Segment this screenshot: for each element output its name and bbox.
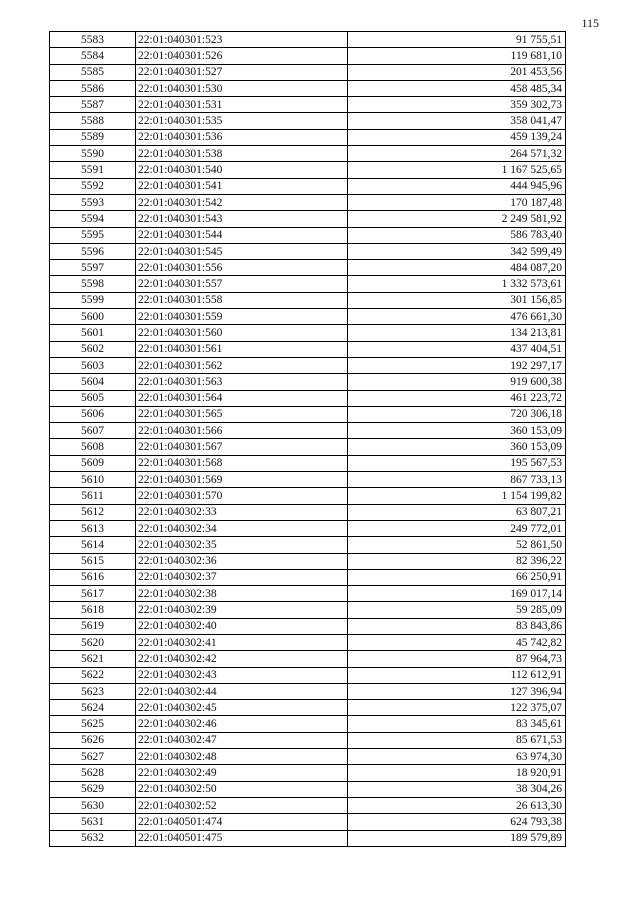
- cadastral-number-cell: 22:01:040301:526: [136, 48, 348, 64]
- cadastral-value-cell: 461 223,72: [348, 390, 566, 406]
- row-number-cell: 5611: [50, 488, 136, 504]
- cadastral-value-cell: 85 671,53: [348, 732, 566, 748]
- table-row: [50, 553, 566, 569]
- table-row: [50, 48, 566, 64]
- row-number-cell: 5604: [50, 374, 136, 390]
- table-row: [50, 64, 566, 80]
- table-row: [50, 488, 566, 504]
- cadastral-number-cell: 22:01:040302:44: [136, 683, 348, 699]
- cadastral-value-cell: 189 579,89: [348, 830, 566, 846]
- cadastral-value-cell: 83 843,86: [348, 618, 566, 634]
- table-row: [50, 194, 566, 210]
- row-number-cell: 5597: [50, 260, 136, 276]
- cadastral-number-cell: 22:01:040501:474: [136, 814, 348, 830]
- row-number-cell: 5615: [50, 553, 136, 569]
- row-number-cell: 5609: [50, 455, 136, 471]
- cadastral-value-cell: 87 964,73: [348, 651, 566, 667]
- cadastral-value-cell: 2 249 581,92: [348, 211, 566, 227]
- cadastral-number-cell: 22:01:040301:564: [136, 390, 348, 406]
- row-number-cell: 5596: [50, 243, 136, 259]
- cadastral-number-cell: 22:01:040302:43: [136, 667, 348, 683]
- row-number-cell: 5614: [50, 537, 136, 553]
- cadastral-number-cell: 22:01:040301:570: [136, 488, 348, 504]
- row-number-cell: 5627: [50, 749, 136, 765]
- cadastral-value-cell: 59 285,09: [348, 602, 566, 618]
- cadastral-value-cell: 437 404,51: [348, 341, 566, 357]
- cadastral-value-cell: 169 017,14: [348, 586, 566, 602]
- cadastral-value-cell: 91 755,51: [348, 32, 566, 48]
- table-row: [50, 781, 566, 797]
- row-number-cell: 5613: [50, 520, 136, 536]
- table-body: [50, 32, 566, 847]
- cadastral-number-cell: 22:01:040302:33: [136, 504, 348, 520]
- cadastral-number-cell: 22:01:040301:535: [136, 113, 348, 129]
- cadastral-value-cell: 720 306,18: [348, 406, 566, 422]
- cadastral-value-cell: 249 772,01: [348, 520, 566, 536]
- row-number-cell: 5591: [50, 162, 136, 178]
- row-number-cell: 5583: [50, 32, 136, 48]
- cadastral-number-cell: 22:01:040301:561: [136, 341, 348, 357]
- cadastral-number-cell: 22:01:040301:566: [136, 423, 348, 439]
- cadastral-value-table: [49, 31, 566, 847]
- row-number-cell: 5590: [50, 146, 136, 162]
- cadastral-value-cell: 1 154 199,82: [348, 488, 566, 504]
- cadastral-value-cell: 63 807,21: [348, 504, 566, 520]
- cadastral-value-cell: 264 571,32: [348, 146, 566, 162]
- table-row: [50, 700, 566, 716]
- table-row: [50, 439, 566, 455]
- cadastral-value-cell: 359 302,73: [348, 97, 566, 113]
- cadastral-number-cell: 22:01:040301:565: [136, 406, 348, 422]
- cadastral-value-cell: 195 567,53: [348, 455, 566, 471]
- row-number-cell: 5587: [50, 97, 136, 113]
- cadastral-number-cell: 22:01:040301:558: [136, 292, 348, 308]
- table-row: [50, 537, 566, 553]
- table-row: [50, 227, 566, 243]
- table-row: [50, 732, 566, 748]
- cadastral-value-cell: 18 920,91: [348, 765, 566, 781]
- cadastral-value-cell: 134 213,81: [348, 325, 566, 341]
- row-number-cell: 5600: [50, 309, 136, 325]
- table-row: [50, 520, 566, 536]
- table-row: [50, 618, 566, 634]
- cadastral-value-cell: 586 783,40: [348, 227, 566, 243]
- table-row: [50, 390, 566, 406]
- cadastral-value-cell: 52 861,50: [348, 537, 566, 553]
- row-number-cell: 5602: [50, 341, 136, 357]
- cadastral-number-cell: 22:01:040302:39: [136, 602, 348, 618]
- cadastral-value-cell: 360 153,09: [348, 423, 566, 439]
- cadastral-value-cell: 342 599,49: [348, 243, 566, 259]
- cadastral-number-cell: 22:01:040301:530: [136, 80, 348, 96]
- table-row: [50, 749, 566, 765]
- cadastral-number-cell: 22:01:040302:46: [136, 716, 348, 732]
- table-row: [50, 32, 566, 48]
- cadastral-number-cell: 22:01:040301:562: [136, 357, 348, 373]
- row-number-cell: 5619: [50, 618, 136, 634]
- table-row: [50, 309, 566, 325]
- cadastral-value-cell: 358 041,47: [348, 113, 566, 129]
- table-row: [50, 797, 566, 813]
- table-row: [50, 634, 566, 650]
- cadastral-number-cell: 22:01:040301:543: [136, 211, 348, 227]
- table-row: [50, 211, 566, 227]
- cadastral-number-cell: 22:01:040301:542: [136, 194, 348, 210]
- row-number-cell: 5608: [50, 439, 136, 455]
- row-number-cell: 5605: [50, 390, 136, 406]
- table-row: [50, 129, 566, 145]
- table-row: [50, 586, 566, 602]
- table-row: [50, 80, 566, 96]
- table-row: [50, 113, 566, 129]
- table-row: [50, 162, 566, 178]
- table-row: [50, 178, 566, 194]
- cadastral-number-cell: 22:01:040302:45: [136, 700, 348, 716]
- cadastral-value-cell: 1 167 525,65: [348, 162, 566, 178]
- cadastral-number-cell: 22:01:040302:37: [136, 569, 348, 585]
- table-row: [50, 341, 566, 357]
- cadastral-value-cell: 1 332 573,61: [348, 276, 566, 292]
- row-number-cell: 5612: [50, 504, 136, 520]
- row-number-cell: 5595: [50, 227, 136, 243]
- row-number-cell: 5585: [50, 64, 136, 80]
- cadastral-value-cell: 122 375,07: [348, 700, 566, 716]
- cadastral-value-cell: 127 396,94: [348, 683, 566, 699]
- row-number-cell: 5624: [50, 700, 136, 716]
- cadastral-number-cell: 22:01:040301:563: [136, 374, 348, 390]
- cadastral-number-cell: 22:01:040302:47: [136, 732, 348, 748]
- cadastral-value-cell: 38 304,26: [348, 781, 566, 797]
- cadastral-number-cell: 22:01:040302:49: [136, 765, 348, 781]
- row-number-cell: 5592: [50, 178, 136, 194]
- cadastral-number-cell: 22:01:040302:41: [136, 634, 348, 650]
- cadastral-value-cell: 201 453,56: [348, 64, 566, 80]
- cadastral-number-cell: 22:01:040301:556: [136, 260, 348, 276]
- cadastral-number-cell: 22:01:040301:559: [136, 309, 348, 325]
- table-row: [50, 406, 566, 422]
- cadastral-number-cell: 22:01:040301:544: [136, 227, 348, 243]
- cadastral-value-cell: 170 187,48: [348, 194, 566, 210]
- table-row: [50, 243, 566, 259]
- row-number-cell: 5629: [50, 781, 136, 797]
- row-number-cell: 5616: [50, 569, 136, 585]
- cadastral-value-cell: 459 139,24: [348, 129, 566, 145]
- table-row: [50, 472, 566, 488]
- row-number-cell: 5606: [50, 406, 136, 422]
- cadastral-number-cell: 22:01:040302:34: [136, 520, 348, 536]
- table-row: [50, 97, 566, 113]
- row-number-cell: 5607: [50, 423, 136, 439]
- cadastral-value-cell: 301 156,85: [348, 292, 566, 308]
- cadastral-number-cell: 22:01:040301:567: [136, 439, 348, 455]
- cadastral-number-cell: 22:01:040301:545: [136, 243, 348, 259]
- page-number: 115: [581, 16, 599, 30]
- cadastral-value-cell: 484 087,20: [348, 260, 566, 276]
- cadastral-value-cell: 624 793,38: [348, 814, 566, 830]
- table-row: [50, 504, 566, 520]
- row-number-cell: 5598: [50, 276, 136, 292]
- table-row: [50, 374, 566, 390]
- cadastral-number-cell: 22:01:040301:557: [136, 276, 348, 292]
- cadastral-value-cell: 867 733,13: [348, 472, 566, 488]
- cadastral-number-cell: 22:01:040501:475: [136, 830, 348, 846]
- cadastral-number-cell: 22:01:040302:38: [136, 586, 348, 602]
- cadastral-value-cell: 119 681,10: [348, 48, 566, 64]
- cadastral-number-cell: 22:01:040302:35: [136, 537, 348, 553]
- table-row: [50, 683, 566, 699]
- cadastral-value-cell: 360 153,09: [348, 439, 566, 455]
- cadastral-number-cell: 22:01:040301:536: [136, 129, 348, 145]
- cadastral-value-cell: 444 945,96: [348, 178, 566, 194]
- cadastral-number-cell: 22:01:040302:40: [136, 618, 348, 634]
- cadastral-value-cell: 26 613,30: [348, 797, 566, 813]
- table-row: [50, 423, 566, 439]
- table-row: [50, 146, 566, 162]
- table-row: [50, 602, 566, 618]
- cadastral-number-cell: 22:01:040302:42: [136, 651, 348, 667]
- row-number-cell: 5632: [50, 830, 136, 846]
- row-number-cell: 5622: [50, 667, 136, 683]
- row-number-cell: 5593: [50, 194, 136, 210]
- cadastral-number-cell: 22:01:040302:36: [136, 553, 348, 569]
- cadastral-number-cell: 22:01:040301:569: [136, 472, 348, 488]
- cadastral-value-cell: 66 250,91: [348, 569, 566, 585]
- cadastral-number-cell: 22:01:040302:48: [136, 749, 348, 765]
- cadastral-value-cell: 82 396,22: [348, 553, 566, 569]
- cadastral-value-cell: 458 485,34: [348, 80, 566, 96]
- table-row: [50, 716, 566, 732]
- cadastral-number-cell: 22:01:040302:52: [136, 797, 348, 813]
- cadastral-value-cell: 63 974,30: [348, 749, 566, 765]
- row-number-cell: 5625: [50, 716, 136, 732]
- cadastral-value-cell: 476 661,30: [348, 309, 566, 325]
- row-number-cell: 5626: [50, 732, 136, 748]
- cadastral-number-cell: 22:01:040301:568: [136, 455, 348, 471]
- row-number-cell: 5628: [50, 765, 136, 781]
- row-number-cell: 5586: [50, 80, 136, 96]
- row-number-cell: 5599: [50, 292, 136, 308]
- cadastral-number-cell: 22:01:040301:540: [136, 162, 348, 178]
- cadastral-value-cell: 45 742,82: [348, 634, 566, 650]
- table-row: [50, 357, 566, 373]
- row-number-cell: 5594: [50, 211, 136, 227]
- table-row: [50, 455, 566, 471]
- cadastral-value-cell: 919 600,38: [348, 374, 566, 390]
- cadastral-number-cell: 22:01:040301:538: [136, 146, 348, 162]
- row-number-cell: 5601: [50, 325, 136, 341]
- row-number-cell: 5584: [50, 48, 136, 64]
- row-number-cell: 5620: [50, 634, 136, 650]
- table-row: [50, 325, 566, 341]
- table-row: [50, 667, 566, 683]
- row-number-cell: 5603: [50, 357, 136, 373]
- row-number-cell: 5631: [50, 814, 136, 830]
- cadastral-number-cell: 22:01:040301:560: [136, 325, 348, 341]
- cadastral-number-cell: 22:01:040301:527: [136, 64, 348, 80]
- table-row: [50, 830, 566, 846]
- row-number-cell: 5623: [50, 683, 136, 699]
- cadastral-value-cell: 192 297,17: [348, 357, 566, 373]
- table-row: [50, 260, 566, 276]
- table-row: [50, 292, 566, 308]
- table-row: [50, 651, 566, 667]
- row-number-cell: 5589: [50, 129, 136, 145]
- cadastral-number-cell: 22:01:040302:50: [136, 781, 348, 797]
- table-row: [50, 276, 566, 292]
- row-number-cell: 5621: [50, 651, 136, 667]
- row-number-cell: 5630: [50, 797, 136, 813]
- row-number-cell: 5610: [50, 472, 136, 488]
- cadastral-number-cell: 22:01:040301:541: [136, 178, 348, 194]
- row-number-cell: 5618: [50, 602, 136, 618]
- table-row: [50, 765, 566, 781]
- cadastral-value-cell: 112 612,91: [348, 667, 566, 683]
- table-row: [50, 569, 566, 585]
- row-number-cell: 5588: [50, 113, 136, 129]
- table-row: [50, 814, 566, 830]
- cadastral-number-cell: 22:01:040301:523: [136, 32, 348, 48]
- cadastral-number-cell: 22:01:040301:531: [136, 97, 348, 113]
- row-number-cell: 5617: [50, 586, 136, 602]
- cadastral-value-cell: 83 345,61: [348, 716, 566, 732]
